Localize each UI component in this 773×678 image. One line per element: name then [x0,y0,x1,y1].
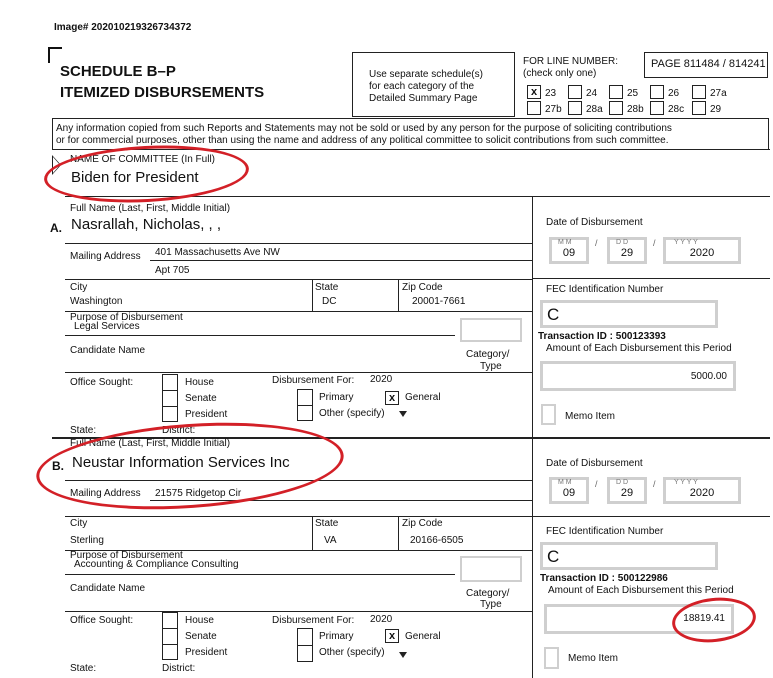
amount-label-b: Amount of Each Disbursement this Period [548,585,734,596]
dropdown-arrow-icon [399,652,407,658]
line-25-checkbox[interactable] [609,85,623,99]
category-label-b: Category/ [466,588,510,599]
senate-label-a: Senate [185,393,217,404]
city-b: Sterling [70,535,104,546]
payee-name-b: Neustar Information Services Inc [72,454,290,471]
line-28a-checkbox[interactable] [568,101,582,115]
primary-label-a: Primary [319,392,354,403]
election-year-b: 2020 [370,614,393,625]
mailing-address-label-b: Mailing Address [70,488,141,499]
purpose-label-b: Purpose of Disbursement [70,550,183,561]
category-label-a: Category/ [466,349,510,360]
state-a: DC [322,296,337,307]
amount-a: 5000.00 [690,371,727,382]
state-label-b: State [315,518,339,529]
committee-label: NAME OF COMMITTEE (In Full) [70,154,215,165]
full-name-label-a: Full Name (Last, First, Middle Initial) [70,203,231,214]
state-b: VA [324,535,337,546]
state-colon-label-b: State: [70,663,97,674]
separate-schedule-box [352,52,515,117]
full-name-label-b: Full Name (Last, First, Middle Initial) [70,438,231,449]
city-label-a: City [70,282,88,293]
purpose-b: Accounting & Compliance Consulting [74,559,239,570]
corner-mark [48,47,62,63]
transaction-id-a: Transaction ID : 500123393 [538,331,666,342]
date-year-b[interactable]: Y Y Y Y 2020 [663,477,741,504]
city-label-b: City [70,518,88,529]
schedule-title: SCHEDULE B–P [60,63,176,80]
schedule-subtitle: ITEMIZED DISBURSEMENTS [60,84,265,101]
general-checkbox-a[interactable]: x [385,391,399,405]
fec-id-field-b[interactable]: C [540,542,718,570]
category-box-b[interactable] [460,556,522,582]
senate-label-b: Senate [185,631,217,642]
date-month-b[interactable]: M M 09 [549,477,589,504]
page-box [644,52,768,78]
disbursement-for-label-a: Disbursement For: [272,375,355,386]
president-label-b: President [185,647,228,658]
dropdown-arrow-icon [399,411,407,417]
date-day-a[interactable]: D D 29 [607,237,647,264]
candidate-name-label-b: Candidate Name [70,583,146,594]
line-25-label: 25 [627,88,639,99]
separate-text-3: Detailed Summary Page [369,93,478,104]
zip-label-b: Zip Code [402,518,443,529]
line-29-checkbox[interactable] [692,101,706,115]
committee-name: Biden for President [71,169,199,186]
purpose-label-a: Purpose of Disbursement [70,312,183,323]
line-29-label: 29 [710,104,722,115]
category-box-a[interactable] [460,318,522,342]
zip-a: 20001-7661 [412,296,466,307]
line-27a-label: 27a [710,88,727,99]
line-24-label: 24 [586,88,598,99]
line-27b-checkbox[interactable] [527,101,541,115]
memo-checkbox-a[interactable] [541,404,556,425]
state-colon-label-a: State: [70,425,97,436]
line-26-label: 26 [668,88,680,99]
mailing-address-label-a: Mailing Address [70,251,141,262]
notice-line-2: or for commercial purposes, other than using the name and address of any political committee to solicit contributions from such committee. [56,135,669,146]
state-label-a: State [315,282,339,293]
fec-id-label-b: FEC Identification Number [546,526,664,537]
image-id: Image# 202010219326734372 [54,22,192,33]
line-23-checkbox[interactable]: x [527,85,541,99]
line-28b-label: 28b [627,104,644,115]
entry-letter-b: B. [52,459,64,473]
payee-name-a: Nasrallah, Nicholas, , , [71,216,222,233]
office-checkboxes-b[interactable] [162,612,178,660]
date-year-a[interactable]: Y Y Y Y 2020 [663,237,741,264]
date-month-a[interactable]: M M 09 [549,237,589,264]
line-27b-label: 27b [545,104,562,115]
date-label-a: Date of Disbursement [546,217,643,228]
line-number-label: FOR LINE NUMBER: [523,56,619,67]
house-label-b: House [185,615,214,626]
amount-field-b[interactable] [544,604,734,634]
line-28c-label: 28c [668,104,685,115]
type-label-a: Type [480,361,502,372]
transaction-id-b: Transaction ID : 500122986 [540,573,668,584]
line-28c-checkbox[interactable] [650,101,664,115]
general-label-b: General [405,631,441,642]
separate-text-2: for each category of the [369,81,475,92]
memo-checkbox-b[interactable] [544,647,559,669]
fec-id-field-a[interactable]: C [540,300,718,328]
page-number: PAGE 811484 / 814241 [651,58,766,70]
district-label-b: District: [162,663,196,674]
disbursement-for-label-b: Disbursement For: [272,615,355,626]
office-sought-label-b: Office Sought: [70,615,134,626]
election-year-a: 2020 [370,374,393,385]
city-a: Washington [70,296,123,307]
purpose-a: Legal Services [74,321,140,332]
line-23-label: 23 [545,88,557,99]
notice-box [52,118,769,150]
zip-label-a: Zip Code [402,282,443,293]
amount-field-a[interactable] [540,361,736,391]
office-checkboxes-a[interactable] [162,374,178,422]
date-label-b: Date of Disbursement [546,458,643,469]
amount-b: 18819.41 [683,613,725,624]
president-label-a: President [185,409,228,420]
zip-b: 20166-6505 [410,535,464,546]
address-line1-a: 401 Massachusetts Ave NW [155,247,280,258]
line-26-checkbox[interactable] [650,85,664,99]
separate-text-1: Use separate schedule(s) [369,69,483,80]
general-label-a: General [405,392,441,403]
other-label-b: Other (specify) [319,647,385,658]
other-label-a: Other (specify) [319,408,385,419]
office-sought-label-a: Office Sought: [70,377,134,388]
address-line2-a: Apt 705 [155,265,190,276]
entry-letter-a: A. [50,221,62,235]
address-line1-b: 21575 Ridgetop Cir [155,488,242,499]
line-27a-checkbox[interactable] [692,85,706,99]
notice-line-1: Any information copied from such Reports and Statements may not be sold or used by any person for the purpose of soliciting contributions [56,123,672,134]
house-label-a: House [185,377,214,388]
candidate-name-label-a: Candidate Name [70,345,146,356]
memo-label-a: Memo Item [565,411,616,422]
memo-label-b: Memo Item [568,653,619,664]
fec-id-label-a: FEC Identification Number [546,284,664,295]
date-day-b[interactable]: D D 29 [607,477,647,504]
line-28b-checkbox[interactable] [609,101,623,115]
line-24-checkbox[interactable] [568,85,582,99]
primary-label-b: Primary [319,631,354,642]
line-28a-label: 28a [586,104,603,115]
general-checkbox-b[interactable]: x [385,629,399,643]
type-label-b: Type [480,599,502,610]
check-only-one-label: (check only one) [523,68,597,79]
amount-label-a: Amount of Each Disbursement this Period [546,343,732,354]
district-label-a: District: [162,425,196,436]
